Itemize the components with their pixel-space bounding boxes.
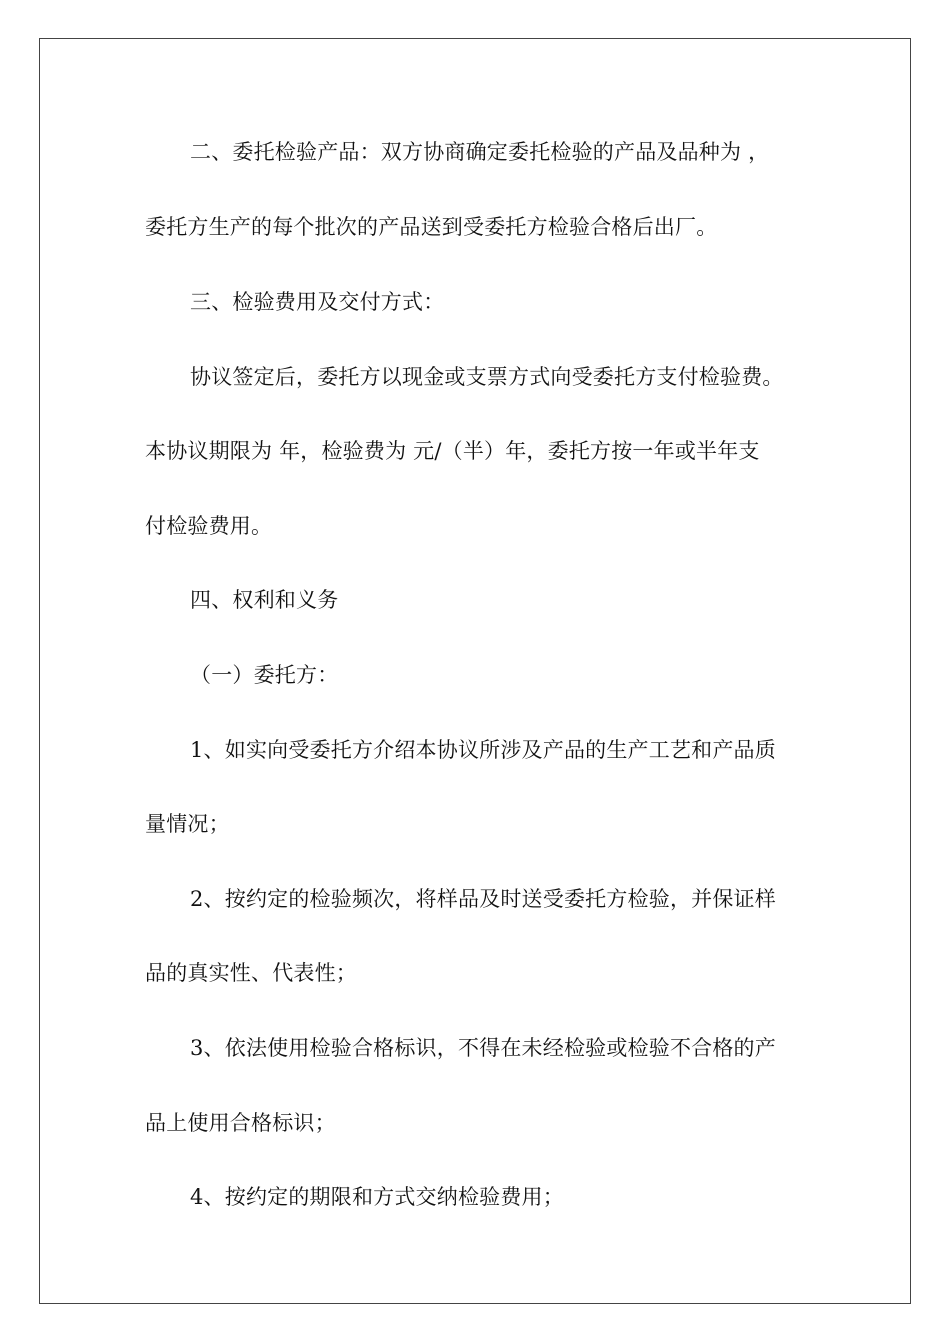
- section-2-line-2: 委托方生产的每个批次的产品送到受委托方检验合格后出厂。: [145, 215, 718, 239]
- item-1-line-2: 量情况；: [145, 812, 230, 836]
- section-2-line-1: 二、委托检验产品：双方协商确定委托检验的产品及品种为 ，: [190, 140, 770, 164]
- item-3-line-2: 品上使用合格标识；: [145, 1111, 336, 1135]
- section-3-paragraph-line-2: 本协议期限为 年，检验费为 元/（半）年，委托方按一年或半年支: [145, 439, 760, 463]
- subsection-1-heading: （一）委托方：: [190, 663, 339, 687]
- section-3-heading: 三、检验费用及交付方式：: [190, 290, 445, 314]
- item-2-line-2: 品的真实性、代表性；: [145, 961, 357, 985]
- item-2-line-1: 2、按约定的检验频次，将样品及时送受委托方检验，并保证样: [190, 887, 776, 911]
- item-3-line-1: 3、依法使用检验合格标识，不得在未经检验或检验不合格的产: [190, 1036, 776, 1060]
- section-3-paragraph-line-1: 协议签定后，委托方以现金或支票方式向受委托方支付检验费。: [190, 365, 784, 389]
- section-4-heading: 四、权利和义务: [190, 588, 339, 612]
- item-1-line-1: 1、如实向受委托方介绍本协议所涉及产品的生产工艺和产品质: [190, 738, 776, 762]
- section-3-paragraph-line-3: 付检验费用。: [145, 514, 273, 538]
- item-4-line-1: 4、按约定的期限和方式交纳检验费用；: [190, 1185, 564, 1209]
